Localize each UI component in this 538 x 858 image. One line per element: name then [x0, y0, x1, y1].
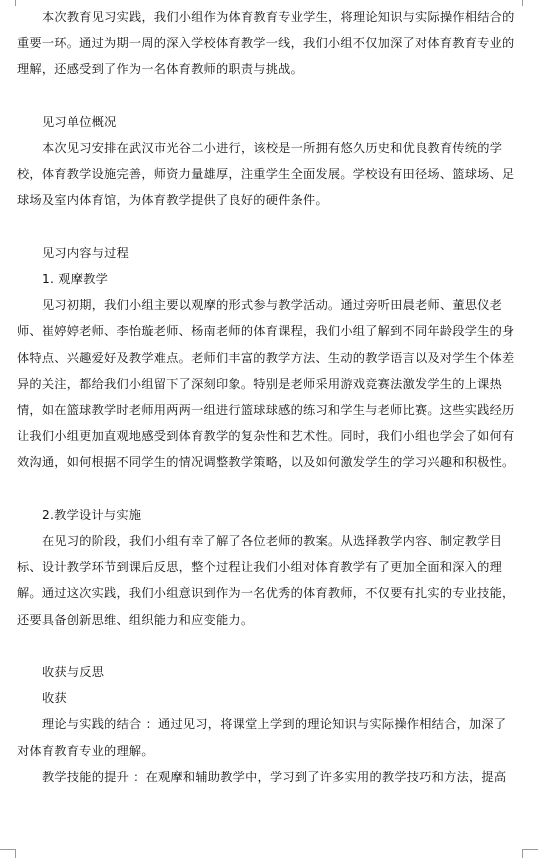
section-heading-content-process: 见习内容与过程 [42, 245, 130, 260]
subheading-gains: 收获 [42, 691, 67, 706]
crop-mark-bottom-right [522, 850, 532, 858]
crop-mark-top-left [6, 0, 16, 6]
unit-overview-paragraph: 本次见习安排在武汉市光谷二小进行，该校是一所拥有悠久历史和优良教育传统的学校，体育教学设施完善，师资力量雄厚，注重学生全面发展。学校设有田径场、篮球场、足球场及室内体育馆，为体育教学提供了良好的硬件条件。 [17, 141, 515, 208]
blank-line [17, 476, 516, 502]
section-heading-unit-overview: 见习单位概况 [42, 114, 117, 129]
gains-item-theory-practice: 理论与实践的结合 ：通过见习，将课堂上学到的理论知识与实际操作相结合，加深了对体育教育专业的理解。 [17, 717, 507, 758]
subheading-design-implementation: 2.教学设计与实施 [42, 507, 142, 522]
crop-mark-bottom-left [6, 850, 16, 858]
design-implementation-paragraph: 在见习的阶段，我们小组有幸了解了各位老师的教案。从选择教学内容、制定教学目标、设计教学环节到课后反思，整个过程让我们小组对体育教学有了更加全面和深入的理解。通过这次实践，我们小组意识到作为一名优秀的体育教师，不仅要有扎实的专业技能，还要具备创新思维、组织能力和应变能力。 [17, 534, 515, 627]
subheading-observation: 1. 观摩教学 [42, 272, 109, 286]
crop-mark-top-right [522, 0, 532, 6]
section-heading-gains-reflection: 收获与反思 [42, 665, 105, 680]
blank-line [17, 83, 516, 109]
crop-mark-bottom-left-horizontal [0, 849, 16, 850]
observation-paragraph: 见习初期，我们小组主要以观摩的形式参与教学活动。通过旁听田晨老师、董思仪老师、崔婷婷老师、李怡璇老师、杨南老师的体育课程，我们小组了解到不同年龄段学生的身体特点、兴趣爱好及教学难点。老师们丰富的教学方法、生动的教学语言以及对学生个体差异的关注，都给我们小组留下了深刻印象。特别是老师采用游戏竞赛法激发学生的上课热情，如在篮球教学时老师用两两一组进行篮球球感的练习和学生与老师比赛。这些实践经历让我们小组更加直观地感受到体育教学的复杂性和艺术性。同时，我们小组也学会了如何有效沟通，如何根据不同学生的情况调整教学策略，以及如何激发学生的学习兴趣和积极性。 [17, 298, 515, 470]
blank-line [17, 214, 516, 240]
intro-paragraph: 本次教育见习实践，我们小组作为体育教育专业学生，将理论知识与实际操作相结合的重要一环。通过为期一周的深入学校体育教学一线，我们小组不仅加深了对体育教育专业的理解，还感受到了作为一名体育教师的职责与挑战。 [17, 10, 515, 77]
blank-line [17, 633, 516, 659]
crop-mark-bottom-right-horizontal [522, 849, 538, 850]
gains-item-teaching-skills: 教学技能的提升 ：在观摩和辅助教学中，学习到了许多实用的教学技巧和方法，提高 [42, 769, 507, 784]
